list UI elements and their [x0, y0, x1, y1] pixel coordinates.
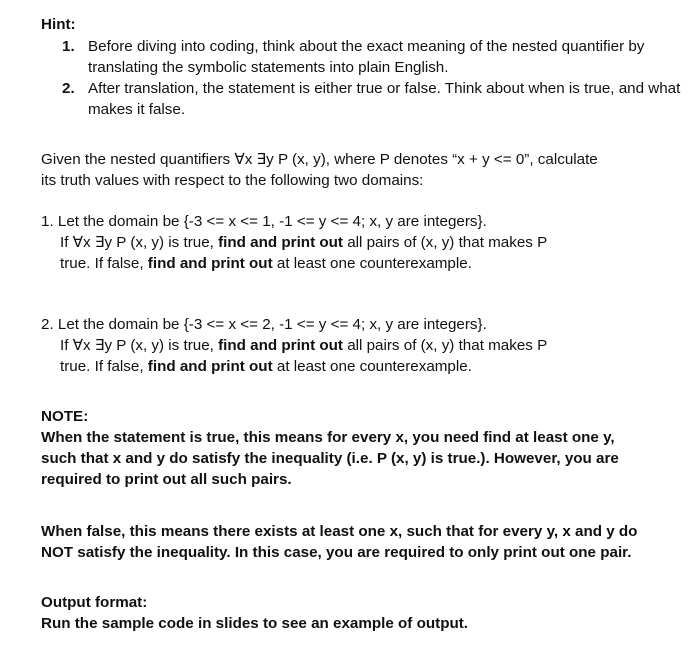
hint-number: 1.: [62, 38, 75, 55]
case-emphasis: find and print out: [218, 234, 343, 251]
note-title: NOTE:: [41, 408, 89, 425]
case-domain: 2. Let the domain be {-3 <= x <= 2, -1 <= y <= 4; x, y are integers}.: [41, 316, 487, 333]
case-instruction: [41, 232, 661, 274]
false-note-line: When false, this means there exists at least one x, such that for every y, x and y do: [41, 523, 638, 540]
hint-title: Hint:: [41, 16, 76, 33]
case-text: all pairs of (x, y) that makes P: [342, 337, 548, 354]
note-line: such that x and y do satisfy the inequality (i.e. P (x, y) is true.). However, you are: [41, 450, 619, 467]
case-text: at least one counterexample.: [272, 358, 472, 375]
hint-text: Before diving into coding, think about the exact meaning of the nested quantifier by translating the symbolic statements into plain English.: [88, 38, 645, 76]
case-domain: 1. Let the domain be {-3 <= x <= 1, -1 <= y <= 4; x, y are integers}.: [41, 213, 487, 230]
hint-text: After translation, the statement is either true or false. Think about when is true, and what makes it false.: [88, 80, 681, 118]
hint-number: 2.: [62, 80, 75, 97]
output-text: Run the sample code in slides to see an example of output.: [41, 615, 469, 632]
case-text: If ∀x ∃y P (x, y) is true,: [60, 234, 219, 251]
false-case-note: [41, 521, 686, 563]
hint-item: [62, 36, 682, 78]
case-line: [60, 232, 661, 253]
case-text: all pairs of (x, y) that makes P: [342, 234, 548, 251]
note-line: When the statement is true, this means for every x, you need find at least one y,: [41, 429, 615, 446]
output-format-section: [41, 592, 681, 634]
hint-list: [62, 36, 682, 120]
case-emphasis: find and print out: [218, 337, 343, 354]
case-line: [60, 253, 661, 274]
intro-line: Given the nested quantifiers ∀x ∃y P (x, y), where P denotes “x + y <= 0”, calculate: [41, 151, 598, 168]
note-section: [41, 406, 681, 490]
case-text: true. If false,: [60, 255, 148, 272]
case-line: [60, 335, 661, 356]
false-note-line: NOT satisfy the inequality. In this case, you are required to only print out one pair.: [41, 544, 632, 561]
note-line: required to print out all such pairs.: [41, 471, 292, 488]
intro-paragraph: [41, 149, 681, 191]
intro-line: its truth values with respect to the following two domains:: [41, 172, 424, 189]
case-text: at least one counterexample.: [272, 255, 472, 272]
domain-case-2: [41, 314, 661, 377]
case-text: true. If false,: [60, 358, 148, 375]
hint-item: [62, 78, 682, 120]
domain-case-1: [41, 211, 661, 274]
case-line: [60, 356, 661, 377]
case-text: If ∀x ∃y P (x, y) is true,: [60, 337, 219, 354]
case-instruction: [41, 335, 661, 377]
output-title: Output format:: [41, 594, 148, 611]
case-emphasis: find and print out: [147, 358, 273, 375]
case-emphasis: find and print out: [147, 255, 273, 272]
